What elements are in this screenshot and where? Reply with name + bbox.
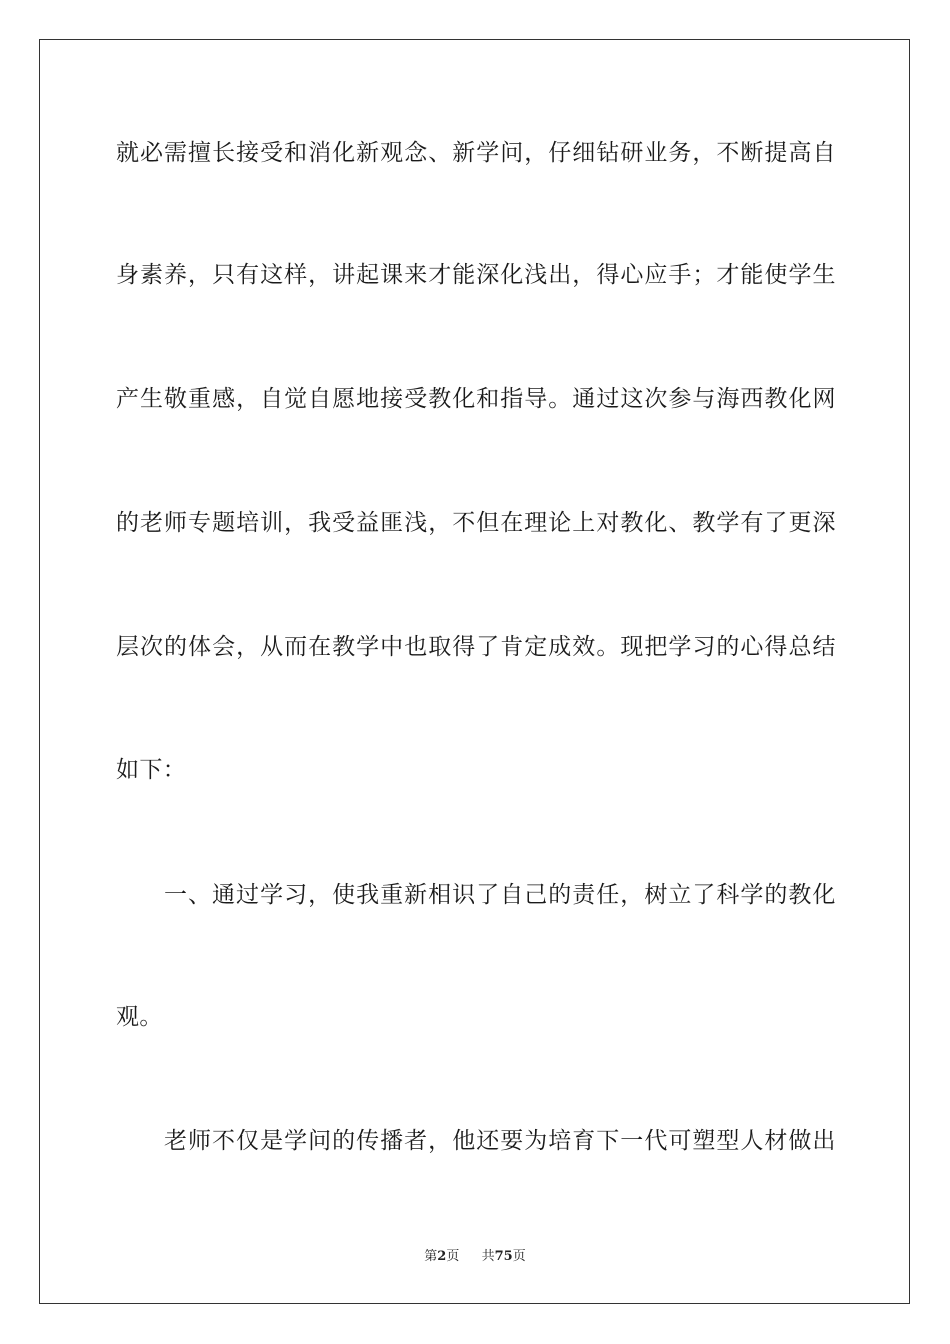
total-pages-indicator: 共75页	[481, 1249, 526, 1264]
page-indicator: 第2页	[424, 1249, 460, 1264]
text-line: 产 生 敬 重 感 ， 自 觉 自 愿 地 接 受 教 化 和 指 导 。 通 过 这 次 参 与 海 西 教 化 网	[116, 386, 836, 412]
text-line: 的 老 师 专 题 培 训 ， 我 受 益 匪 浅 ， 不 但 在 理 论 上 对 教 化 、 教 学 有 了 更 深	[116, 510, 836, 536]
text-line: 层 次 的 体 会 ， 从 而 在 教 学 中 也 取 得 了 肯 定 成 效 。 现 把 学 习 的 心 得 总 结	[116, 634, 836, 660]
text-line: 老 师 不 仅 是 学 问 的 传 播 者 ， 他 还 要 为 培 育 下 一 代 可 塑 型 人 材 做 出	[164, 1128, 836, 1154]
page-footer	[0, 1248, 950, 1266]
text-line: 身 素 养 ， 只 有 这 样 ， 讲 起 课 来 才 能 深 化 浅 出 ， 得 心 应 手 ； 才 能 使 学 生	[116, 262, 836, 288]
text-line: 就 必 需 擅 长 接 受 和 消 化 新 观 念 、 新 学 问 ， 仔 细 钻 研 业 务 ， 不 断 提 高 自	[116, 140, 836, 166]
total-pages: 75	[494, 1249, 513, 1264]
page-number: 2	[437, 1249, 447, 1264]
text-line: 观。	[116, 1004, 163, 1030]
text-line: 如下：	[116, 757, 187, 783]
paragraph-heading-line: 一 、 通 过 学 习 ， 使 我 重 新 相 识 了 自 己 的 责 任 ， 树 立 了 科 学 的 教 化	[164, 882, 836, 908]
page-border	[39, 39, 910, 1304]
